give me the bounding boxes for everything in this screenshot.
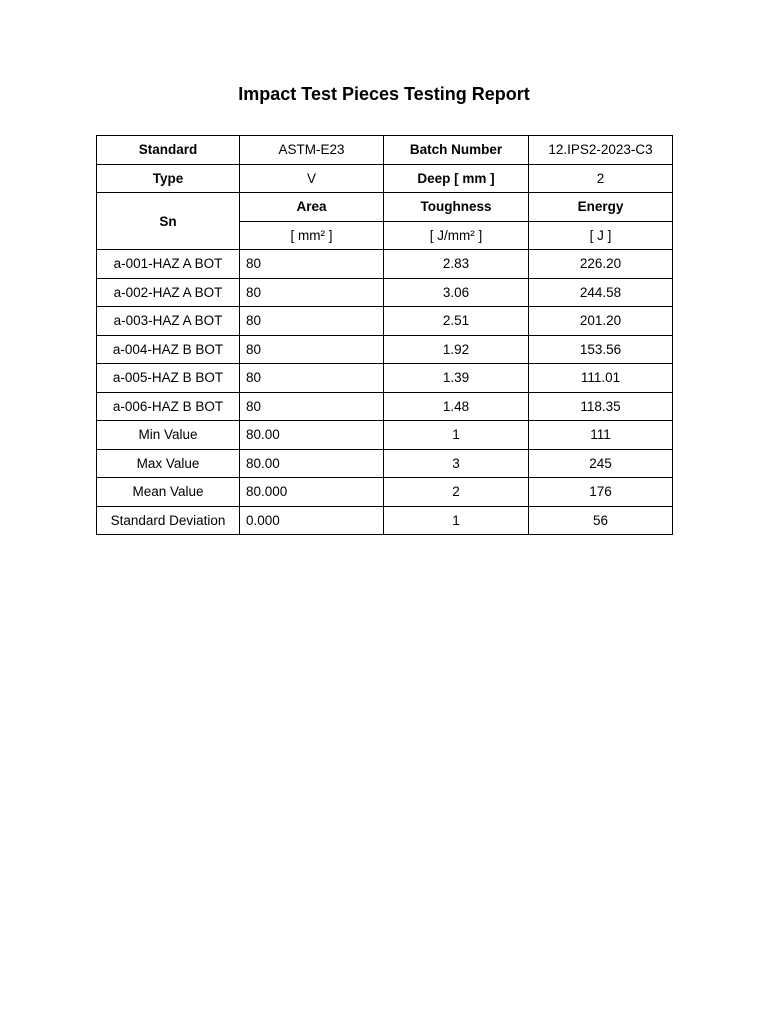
energy-cell: 111.01 (529, 364, 673, 393)
toughness-cell: 1.48 (384, 392, 529, 421)
toughness-cell: 3.06 (384, 278, 529, 307)
table-row (97, 392, 673, 421)
batch-number-value: 12.IPS2-2023-C3 (529, 136, 673, 165)
energy-header: Energy (529, 193, 673, 222)
type-label: Type (97, 164, 240, 193)
stat-toughness: 1 (384, 421, 529, 450)
energy-cell: 201.20 (529, 307, 673, 336)
header-row-standard (97, 136, 673, 165)
area-cell: 80 (240, 364, 384, 393)
toughness-cell: 1.39 (384, 364, 529, 393)
toughness-header: Toughness (384, 193, 529, 222)
table-row (97, 335, 673, 364)
stat-area: 80.000 (240, 478, 384, 507)
area-header: Area (240, 193, 384, 222)
area-cell: 80 (240, 278, 384, 307)
report-table-body (97, 136, 673, 535)
stat-toughness: 1 (384, 506, 529, 535)
sn-cell: a-004-HAZ B BOT (97, 335, 240, 364)
report-table (96, 135, 673, 535)
stats-row-max (97, 449, 673, 478)
area-cell: 80 (240, 250, 384, 279)
stat-label: Mean Value (97, 478, 240, 507)
energy-cell: 226.20 (529, 250, 673, 279)
table-row (97, 364, 673, 393)
deep-label: Deep [ mm ] (384, 164, 529, 193)
standard-label: Standard (97, 136, 240, 165)
stat-label: Min Value (97, 421, 240, 450)
table-row (97, 250, 673, 279)
area-cell: 80 (240, 392, 384, 421)
table-row (97, 307, 673, 336)
stat-energy: 245 (529, 449, 673, 478)
area-unit: [ mm² ] (240, 221, 384, 250)
deep-value: 2 (529, 164, 673, 193)
sn-cell: a-002-HAZ A BOT (97, 278, 240, 307)
toughness-cell: 1.92 (384, 335, 529, 364)
table-row (97, 278, 673, 307)
energy-cell: 153.56 (529, 335, 673, 364)
stats-row-mean (97, 478, 673, 507)
header-row-type (97, 164, 673, 193)
stats-row-min (97, 421, 673, 450)
standard-value: ASTM-E23 (240, 136, 384, 165)
toughness-cell: 2.51 (384, 307, 529, 336)
sn-cell: a-001-HAZ A BOT (97, 250, 240, 279)
report-title: Impact Test Pieces Testing Report (238, 84, 530, 104)
sn-cell: a-006-HAZ B BOT (97, 392, 240, 421)
stat-energy: 176 (529, 478, 673, 507)
stat-area: 80.00 (240, 421, 384, 450)
stat-energy: 56 (529, 506, 673, 535)
toughness-cell: 2.83 (384, 250, 529, 279)
sn-cell: a-005-HAZ B BOT (97, 364, 240, 393)
type-value: V (240, 164, 384, 193)
stats-row-std-dev (97, 506, 673, 535)
sn-cell: a-003-HAZ A BOT (97, 307, 240, 336)
column-header-row (97, 193, 673, 222)
energy-unit: [ J ] (529, 221, 673, 250)
area-cell: 80 (240, 307, 384, 336)
energy-cell: 244.58 (529, 278, 673, 307)
stat-energy: 111 (529, 421, 673, 450)
stat-label: Max Value (97, 449, 240, 478)
sn-header: Sn (97, 193, 240, 250)
area-cell: 80 (240, 335, 384, 364)
stat-toughness: 3 (384, 449, 529, 478)
batch-number-label: Batch Number (384, 136, 529, 165)
energy-cell: 118.35 (529, 392, 673, 421)
stat-label: Standard Deviation (97, 506, 240, 535)
stat-area: 80.00 (240, 449, 384, 478)
stat-toughness: 2 (384, 478, 529, 507)
toughness-unit: [ J/mm² ] (384, 221, 529, 250)
stat-area: 0.000 (240, 506, 384, 535)
